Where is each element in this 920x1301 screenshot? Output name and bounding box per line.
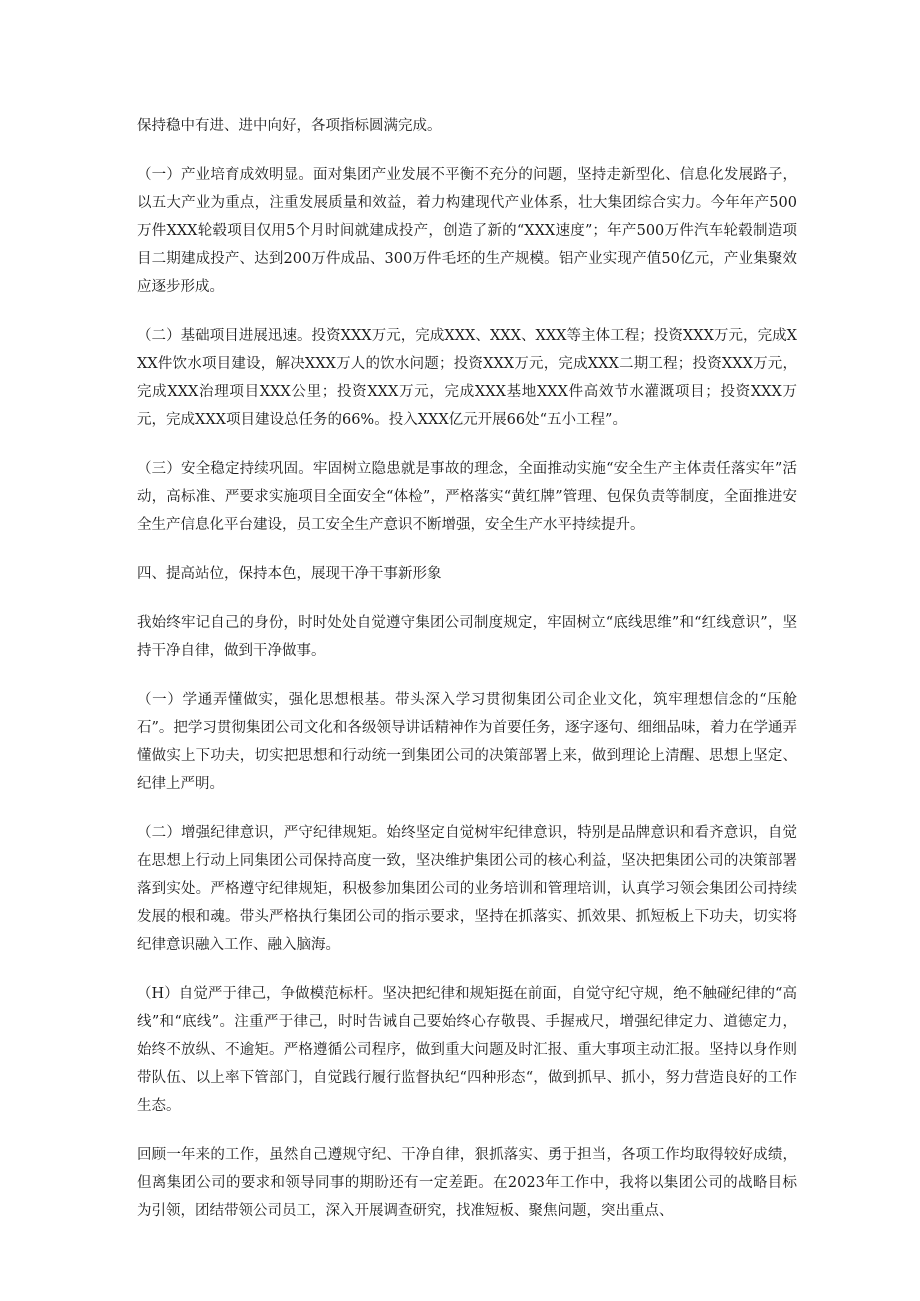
paragraph-intro: 保持稳中有进、进中向好，各项指标圆满完成。 (137, 118, 442, 134)
paragraph-discipline: （二）增强纪律意识，严守纪律规矩。始终坚定自觉树牢纪律意识，特别是品牌意识和看齐意识，自觉在思想上行动上同集团公司保持高度一致，坚决维护集团公司的核心利益，坚决把集团公司的决策部署落到实处。严格遵守纪律规矩，积极参加集团公司的业务培训和管理培训，认真学习领会集团公司持续发展的根和魂。带头严格执行集团公司的指示要求，坚持在抓落实、抓效果、抓短板上下功夫，切实将纪律意识融入工作、融入脑海。 (137, 825, 797, 953)
paragraph-study: （一）学通弄懂做实，强化思想根基。带头深入学习贯彻集团公司企业文化，筑牢理想信念的“压舱石”。把学习贯彻集团公司文化和各级领导讲话精神作为首要任务，逐字逐句、细细品味，着力在学通弄懂做实上下功夫，切实把思想和行动统一到集团公司的决策部署上来，做到理论上清醒、思想上坚定、纪律上严明。 (137, 692, 797, 792)
section-heading-four: 四、提高站位，保持本色，展现干净干事新形象 (137, 566, 442, 582)
paragraph-review: 回顾一年来的工作，虽然自己遵规守纪、干净自律，狠抓落实、勇于担当，各项工作均取得较好成绩，但离集团公司的要求和领导同事的期盼还有一定差距。在2023年工作中，我将以集团公司的战略目标为引领，团结带领公司员工，深入开展调查研究，找准短板、聚焦问题，突出重点、 (137, 1147, 797, 1219)
paragraph-industry: （一）产业培育成效明显。面对集团产业发展不平衡不充分的问题，坚持走新型化、信息化发展路子，以五大产业为重点，注重发展质量和效益，着力构建现代产业体系，壮大集团综合实力。今年年产500万件XXX轮毂项目仅用5个月时间就建成投产，创造了新的“XXX速度”；年产500万件汽车轮毂制造项目二期建成投产、达到200万件成品、300万件毛坯的生产规模。铝产业实现产值50亿元，产业集聚效应逐步形成。 (137, 167, 797, 295)
document-page (137, 112, 797, 1246)
paragraph-infrastructure: （二）基础项目进展迅速。投资XXX万元，完成XXX、XXX、XXX等主体工程；投资XXX万元，完成XXX件饮水项目建设，解决XXX万人的饮水问题；投资XXX万元，完成XXX二期工程；投资XXX万元，完成XXX治理项目XXX公里；投资XXX万元，完成XXX基地XXX件高效节水灌溉项目；投资XXX万元，完成XXX项目建设总任务的66%。投入XXX亿元开展66处“五小工程”。 (137, 328, 797, 428)
paragraph-safety: （三）安全稳定持续巩固。牢固树立隐患就是事故的理念，全面推动实施“安全生产主体责任落实年”活动，高标准、严要求实施项目全面安全“体检”，严格落实“黄红牌”管理、包保负责等制度，全面推进安全生产信息化平台建设，员工安全生产意识不断增强，安全生产水平持续提升。 (137, 461, 797, 533)
paragraph-identity: 我始终牢记自己的身份，时时处处自觉遵守集团公司制度规定，牢固树立“底线思维”和“红线意识”，坚持干净自律，做到干净做事。 (137, 615, 797, 659)
paragraph-self-discipline: （H）自觉严于律己，争做模范标杆。坚决把纪律和规矩挺在前面，自觉守纪守规，绝不触碰纪律的“高线”和“底线”。注重严于律己，时时告诫自己要始终心存敬畏、手握戒尺，增强纪律定力、道德定力，始终不放纵、不逾矩。严格遵循公司程序，做到重大问题及时汇报、重大事项主动汇报。坚持以身作则带队伍、以上率下管部门，自觉践行履行监督执纪“四种形态“，做到抓早、抓小，努力营造良好的工作生态。 (137, 986, 797, 1114)
